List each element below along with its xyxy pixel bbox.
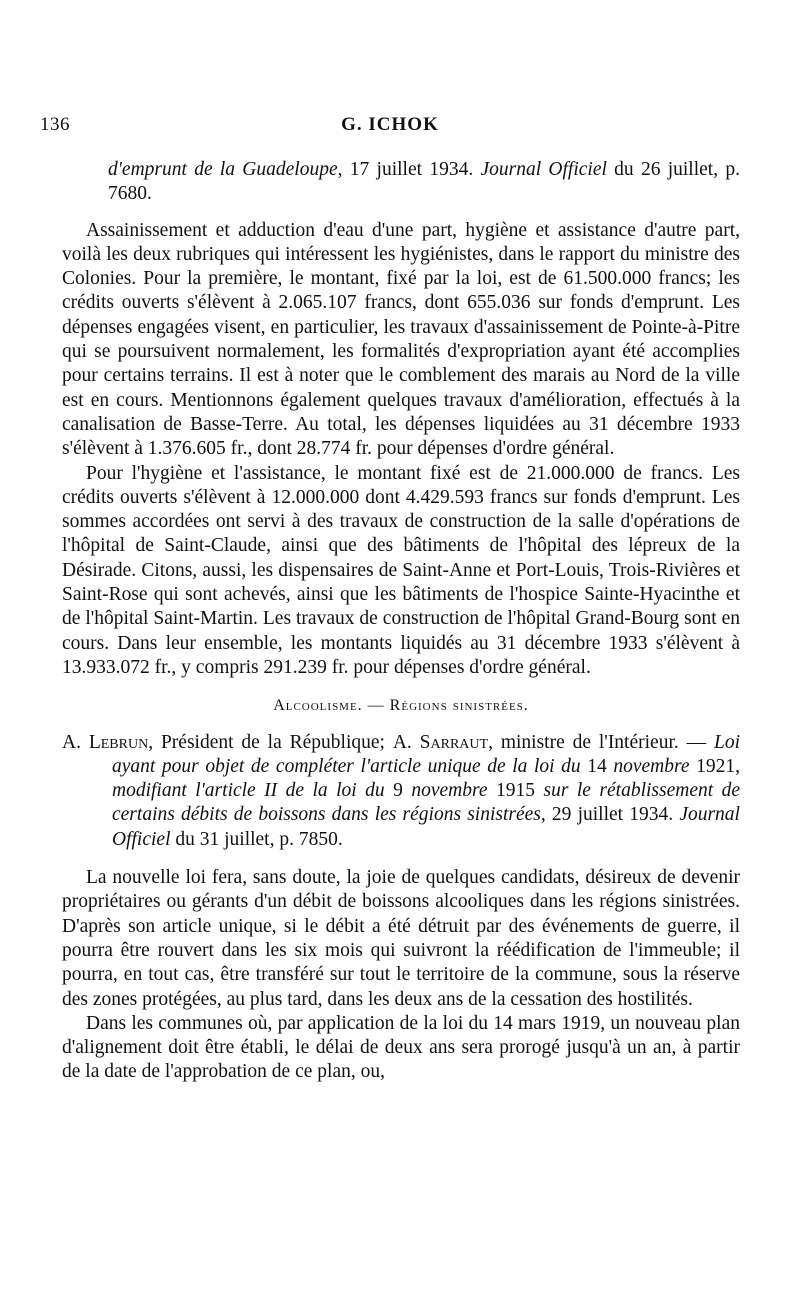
ref-italic: Journal Officiel xyxy=(480,159,607,180)
paragraph-new-law: La nouvelle loi fera, sans doute, la joie de quelques candidats, désireux de devenir propriétaires ou gérants d'un débit de boissons alcooliques dans les régions sinistrées. D'après son article unique, si le débit a été détruit par des événements de guerre, il pourra être rouvert dans les six mois qui suivront la réédification de l'immeuble; il pourra, en tout cas, être transféré sur tout le territoire de la commune, sous la réserve des zones protégées, au plus tard, dans les deux ans de la cessation des hostilités. xyxy=(62,867,740,1010)
ref-text: , ministre de l'Intérieur. — xyxy=(488,731,714,753)
paragraph-communes: Dans les communes où, par application de la loi du 14 mars 1919, un nouveau plan d'alignement doit être établi, le délai de deux ans sera prorogé jusqu'à un an, à partir de la date de l'approbation de ce plan, ou, xyxy=(62,1012,740,1083)
ref-italic: novembre xyxy=(411,780,488,802)
paragraph-sanitation: Assainissement et adduction d'eau d'une part, hygiène et assistance d'autre part, voilà les deux rubriques qui intéressent les hygiénistes, dans le rapport du ministre des Colonies. Pour la première, le montant, fixé par la loi, est de 61.500.000 francs; les crédits ouverts s'élèvent à 2.065.107 francs, dont 655.036 sur fonds d'emprunt. Les dépenses engagées visent, en particulier, les travaux d'assainissement de Pointe-à-Pitre qui se poursuivent normalement, les formalités d'expropriation ayant été accomplies pour certains terrains. Il est à noter que le comblement des marais au Nord de la ville est en cours. Mentionnons également quelques travaux d'amélioration, effectués à la canalisation de Basse-Terre. Au total, les dépenses liquidées au 31 décembre 1933 s'élèvent à 1.376.605 fr., dont 28.774 fr. pour dépenses d'ordre général. xyxy=(62,219,740,460)
ref-text: du 26 juillet, p. 7680. xyxy=(108,159,740,205)
ref-italic: novembre xyxy=(613,755,690,777)
ref-italic: d'emprunt de la Guadeloupe xyxy=(108,159,338,180)
ref-italic: Loi ayant pour objet de compléter l'article unique de la loi du xyxy=(112,731,741,777)
ref-text: , Président de la République; xyxy=(148,731,393,753)
ref-text: 9 xyxy=(384,780,412,802)
page-header xyxy=(40,114,740,142)
ref-text: 1915 xyxy=(487,780,544,802)
ref-author: A. Lebrun xyxy=(62,731,149,753)
ref-italic: modifiant l'article II de la loi du xyxy=(112,780,385,802)
ref-text: 1921, xyxy=(689,755,741,777)
ref-text: du 31 juillet, p. 7850. xyxy=(170,828,343,850)
paragraph-hygiene: Pour l'hygiène et l'assistance, le montant fixé est de 21.000.000 de francs. Les crédits ouverts s'élèvent à 12.000.000 dont 4.429.593 francs sur fonds d'emprunt. Les sommes accordées ont servi à des travaux de construction de la salle d'opérations de l'hôpital de Saint-Claude, ainsi que des bâtiments de l'hôpital des lépreux de la Désirade. Citons, aussi, les dispensaires de Saint-Anne et Port-Louis, Trois-Rivières et Saint-Rose qui sont achevés, ainsi que les bâtiments de l'hospice Sainte-Hyacinthe et de l'hôpital Saint-Martin. Les travaux de construction de l'hôpital Grand-Bourg sont en cours. Dans leur ensemble, les montants liquidés au 31 décembre 1933 s'élèvent à 13.933.072 fr., y compris 291.239 fr. pour dépenses d'ordre général. xyxy=(62,462,740,678)
ref-text: , 17 juillet 1934. xyxy=(337,159,481,180)
ref-italic: sur le rétablissement de certains débits de boissons dans les régions sinistrées xyxy=(112,780,741,826)
law-reference xyxy=(62,731,740,852)
continued-reference xyxy=(62,158,740,207)
ref-author: A. Sarraut xyxy=(392,731,489,753)
page-number: 136 xyxy=(40,114,70,135)
section-heading: Alcoolisme. — Régions sinistrées. xyxy=(273,697,529,715)
ref-italic: Journal Officiel xyxy=(112,804,740,850)
page-body xyxy=(62,158,740,1085)
ref-text: 14 xyxy=(580,755,614,777)
ref-text: , 29 juillet 1934. xyxy=(540,804,680,826)
running-title: G. ICHOK xyxy=(341,114,439,135)
